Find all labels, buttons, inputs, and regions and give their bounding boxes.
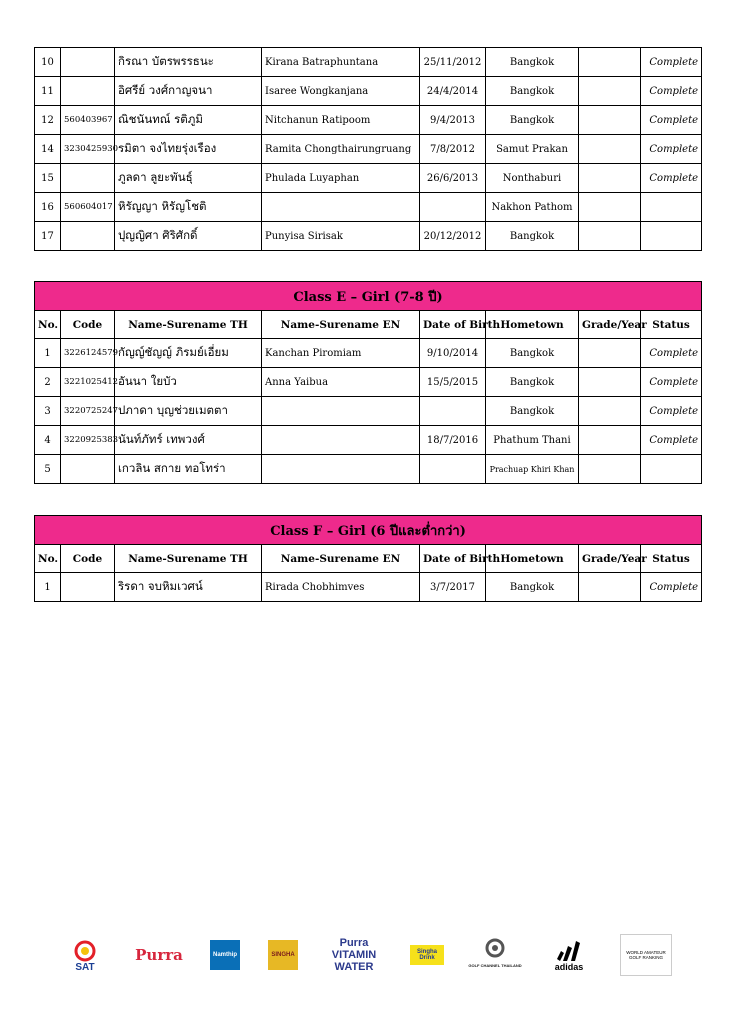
row-name-th: ริรดา จบหิมเวศน์ [115, 573, 262, 602]
row-hometown: Bangkok [486, 368, 579, 397]
svg-text:GOLF CHANNEL THAILAND: GOLF CHANNEL THAILAND [468, 963, 522, 968]
row-status [641, 222, 702, 251]
row-dob [420, 193, 486, 222]
table-row [35, 135, 702, 164]
row-no: 15 [35, 164, 61, 193]
row-hometown: Bangkok [486, 339, 579, 368]
row-name-en [262, 455, 420, 484]
table-row [35, 397, 702, 426]
row-code: 560604017 [61, 193, 115, 222]
row-grade [579, 339, 641, 368]
row-status: Complete [641, 106, 702, 135]
row-grade [579, 193, 641, 222]
table-row [35, 222, 702, 251]
row-no: 10 [35, 48, 61, 77]
row-dob: 24/4/2014 [420, 77, 486, 106]
row-name-en [262, 426, 420, 455]
row-grade [579, 77, 641, 106]
row-code: 560403967 [61, 106, 115, 135]
class-title: Class F – Girl (6 ปีและต่ำกว่า) [35, 516, 702, 545]
row-dob [420, 455, 486, 484]
row-code: 3230425930 [61, 135, 115, 164]
col-header-dob: Date of Birth [420, 311, 486, 339]
row-dob: 9/10/2014 [420, 339, 486, 368]
sponsor-logos [62, 930, 672, 980]
wagr-logo: WORLD AMATEUR GOLF RANKING [620, 934, 672, 976]
table-row [35, 339, 702, 368]
table-row [35, 426, 702, 455]
row-name-th: ภูลดา ลูยะพันธุ์ [115, 164, 262, 193]
row-grade [579, 426, 641, 455]
row-dob: 9/4/2013 [420, 106, 486, 135]
svg-text:SAT: SAT [75, 962, 95, 973]
row-grade [579, 222, 641, 251]
col-header-dob: Date of Birth [420, 545, 486, 573]
col-header-name-en: Name-Surename EN [262, 545, 420, 573]
row-hometown: Bangkok [486, 573, 579, 602]
col-header-hometown: Hometown [486, 545, 579, 573]
row-name-th: กัญญ์ชัญญ์ ภิรมย์เอี่ยม [115, 339, 262, 368]
golf-channel-logo [468, 935, 522, 975]
col-header-code: Code [61, 545, 115, 573]
row-hometown: Samut Prakan [486, 135, 579, 164]
row-hometown: Bangkok [486, 77, 579, 106]
row-status: Complete [641, 135, 702, 164]
row-no: 12 [35, 106, 61, 135]
row-name-en: Rirada Chobhimves [262, 573, 420, 602]
row-name-en: Isaree Wongkanjana [262, 77, 420, 106]
row-no: 3 [35, 397, 61, 426]
row-status: Complete [641, 339, 702, 368]
purra-vitamin-water-logo: Purra VITAMIN WATER [331, 937, 377, 973]
col-header-name-en: Name-Surename EN [262, 311, 420, 339]
row-hometown: Bangkok [486, 397, 579, 426]
row-dob: 20/12/2012 [420, 222, 486, 251]
table-row [35, 573, 702, 602]
row-name-th: ปุญญิศา ศิริศักดิ์ [115, 222, 262, 251]
sat-logo [62, 935, 108, 975]
col-header-no: No. [35, 311, 61, 339]
namthip-logo: Namthip [210, 940, 240, 970]
row-name-th: นันท์ภัทร์ เทพวงศ์ [115, 426, 262, 455]
row-grade [579, 573, 641, 602]
row-grade [579, 106, 641, 135]
table-row [35, 77, 702, 106]
row-dob: 26/6/2013 [420, 164, 486, 193]
row-no: 1 [35, 573, 61, 602]
row-name-en [262, 397, 420, 426]
row-no: 14 [35, 135, 61, 164]
row-no: 1 [35, 339, 61, 368]
col-header-grade: Grade/Year [579, 545, 641, 573]
row-grade [579, 48, 641, 77]
row-name-th: กิรณา บัตรพรรธนะ [115, 48, 262, 77]
table-row [35, 368, 702, 397]
row-name-en: Phulada Luyaphan [262, 164, 420, 193]
table-row [35, 164, 702, 193]
row-status: Complete [641, 573, 702, 602]
row-status [641, 193, 702, 222]
row-name-th: ณิชนันทณ์ รติภูมิ [115, 106, 262, 135]
row-name-th: เกวลิน สกาย ทอโทร่า [115, 455, 262, 484]
row-code [61, 222, 115, 251]
row-code: 3221025412 [61, 368, 115, 397]
row-hometown: Nakhon Pathom [486, 193, 579, 222]
row-hometown: Phathum Thani [486, 426, 579, 455]
svg-text:adidas: adidas [554, 962, 584, 972]
row-grade [579, 368, 641, 397]
col-header-status: Status [641, 311, 702, 339]
row-hometown: Prachuap Khiri Khan [486, 455, 579, 484]
row-name-th: ปภาดา บุญช่วยเมตตา [115, 397, 262, 426]
row-no: 16 [35, 193, 61, 222]
row-code: 3226124579 [61, 339, 115, 368]
row-name-en: Kanchan Piromiam [262, 339, 420, 368]
row-code: 3220925383 [61, 426, 115, 455]
col-header-no: No. [35, 545, 61, 573]
row-dob: 15/5/2015 [420, 368, 486, 397]
row-grade [579, 164, 641, 193]
row-no: 4 [35, 426, 61, 455]
col-header-status: Status [641, 545, 702, 573]
row-dob: 18/7/2016 [420, 426, 486, 455]
row-name-th: หิรัญญา หิรัญโชติ [115, 193, 262, 222]
row-name-th: อิศรีย์ วงศ์กาญจนา [115, 77, 262, 106]
row-hometown: Bangkok [486, 222, 579, 251]
row-no: 2 [35, 368, 61, 397]
row-no: 17 [35, 222, 61, 251]
table-row [35, 106, 702, 135]
col-header-name-th: Name-Surename TH [115, 311, 262, 339]
row-status: Complete [641, 368, 702, 397]
table-class-f [34, 515, 702, 602]
row-hometown: Bangkok [486, 106, 579, 135]
purra-logo: Purra [135, 946, 183, 964]
row-no: 11 [35, 77, 61, 106]
class-title: Class E – Girl (7-8 ปี) [35, 282, 702, 311]
row-name-en: Anna Yaibua [262, 368, 420, 397]
row-name-th: อันนา ใยบัว [115, 368, 262, 397]
row-dob [420, 397, 486, 426]
row-hometown: Nonthaburi [486, 164, 579, 193]
row-name-en: Kirana Batraphuntana [262, 48, 420, 77]
row-name-en: Ramita Chongthairungruang [262, 135, 420, 164]
adidas-logo [546, 935, 592, 975]
row-status: Complete [641, 77, 702, 106]
table-class-e [34, 281, 702, 484]
col-header-grade: Grade/Year [579, 311, 641, 339]
singha-logo: SINGHA [268, 940, 298, 970]
table-row [35, 193, 702, 222]
col-header-code: Code [61, 311, 115, 339]
row-dob: 7/8/2012 [420, 135, 486, 164]
table-class-d-continued [34, 47, 702, 251]
row-status: Complete [641, 397, 702, 426]
row-code [61, 164, 115, 193]
row-name-th: รมิตา จงไทยรุ่งเรือง [115, 135, 262, 164]
col-header-hometown: Hometown [486, 311, 579, 339]
row-no: 5 [35, 455, 61, 484]
row-status: Complete [641, 164, 702, 193]
row-hometown: Bangkok [486, 48, 579, 77]
row-grade [579, 455, 641, 484]
row-status [641, 455, 702, 484]
row-grade [579, 397, 641, 426]
row-name-en: Punyisa Sirisak [262, 222, 420, 251]
row-status: Complete [641, 426, 702, 455]
row-code [61, 48, 115, 77]
row-dob: 3/7/2017 [420, 573, 486, 602]
row-dob: 25/11/2012 [420, 48, 486, 77]
singha-drink-logo: Singha Drink [410, 945, 444, 965]
table-row [35, 48, 702, 77]
row-status: Complete [641, 48, 702, 77]
row-code: 3220725247 [61, 397, 115, 426]
row-code [61, 455, 115, 484]
table-row [35, 455, 702, 484]
row-grade [579, 135, 641, 164]
row-code [61, 77, 115, 106]
row-code [61, 573, 115, 602]
col-header-name-th: Name-Surename TH [115, 545, 262, 573]
row-name-en [262, 193, 420, 222]
row-name-en: Nitchanun Ratipoom [262, 106, 420, 135]
